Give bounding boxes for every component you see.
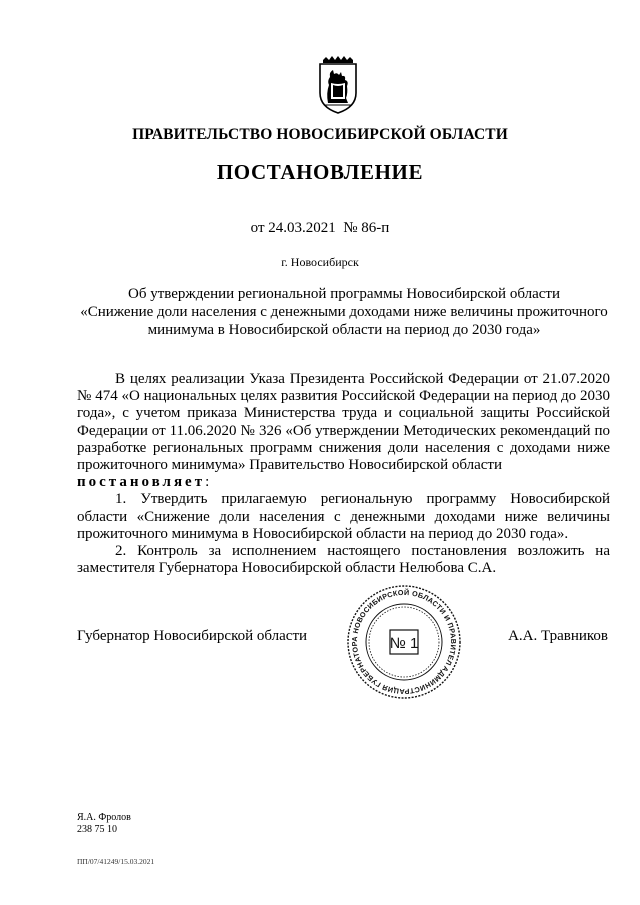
decree-colon: : (205, 474, 210, 491)
decree-word: постановляет (77, 474, 206, 491)
document-number: № 86-п (343, 220, 390, 236)
document-title (74, 285, 614, 339)
preamble-paragraph: В целях реализации Указа Президента Российской Федерации от 21.07.2020 № 474 «О национальных целях развития Российской Федерации на период до 2030 года», с учетом приказа Министерства труда и социальной защиты Российской Федерации от 11.06.2020 № 326 «Об утверждении Методических рекомендаций по разработке региональных программ снижения доли населения с доходами ниже прожиточного минимума» Правительство Новосибирской области (77, 371, 610, 474)
official-seal-stamp (340, 583, 468, 701)
title-line: минимума в Новосибирской области на период до 2030 года» (147, 322, 541, 338)
svg-text:№ 1: № 1 (389, 635, 419, 652)
executor-phone: 238 75 10 (77, 824, 117, 835)
item-1-paragraph: 1. Утвердить прилагаемую региональную программу Новосибирской области «Снижение доли населения с денежными доходами ниже величины прожиточного минимума в Новосибирской области на период до 2030 года». (77, 491, 610, 542)
document-body (77, 371, 610, 577)
city: г. Новосибирск (281, 255, 359, 269)
item-2-paragraph: 2. Контроль за исполнением настоящего постановления возложить на заместителя Губернатора Новосибирской области Нелюбова С.А. (77, 543, 610, 577)
coat-of-arms-emblem (317, 55, 359, 115)
signatory-name: А.А. Травников (508, 628, 608, 644)
decree-line (77, 474, 610, 491)
executor-info (77, 812, 131, 836)
registration-number: ПП/07/41249/15.03.2021 (77, 857, 155, 866)
title-line: Об утверждении региональной программы Новосибирской области (128, 286, 560, 302)
executor-name: Я.А. Фролов (77, 812, 131, 823)
organization-name: ПРАВИТЕЛЬСТВО НОВОСИБИРСКОЙ ОБЛАСТИ (132, 126, 508, 143)
date-number-line (0, 220, 640, 237)
svg-text:АДМИНИСТРАЦИЯ ГУБЕРНАТОРА НОВО: АДМИНИСТРАЦИЯ ГУБЕРНАТОРА НОВОСИБИРСКОЙ ОБЛАСТИ И ПРАВИТЕЛЬСТВА (349, 587, 459, 697)
document-date: от 24.03.2021 (250, 220, 336, 236)
title-line: «Снижение доли населения с денежными доходами ниже величины прожиточного (80, 304, 608, 320)
document-type: ПОСТАНОВЛЕНИЕ (216, 160, 424, 184)
signatory-position: Губернатор Новосибирской области (77, 628, 308, 644)
